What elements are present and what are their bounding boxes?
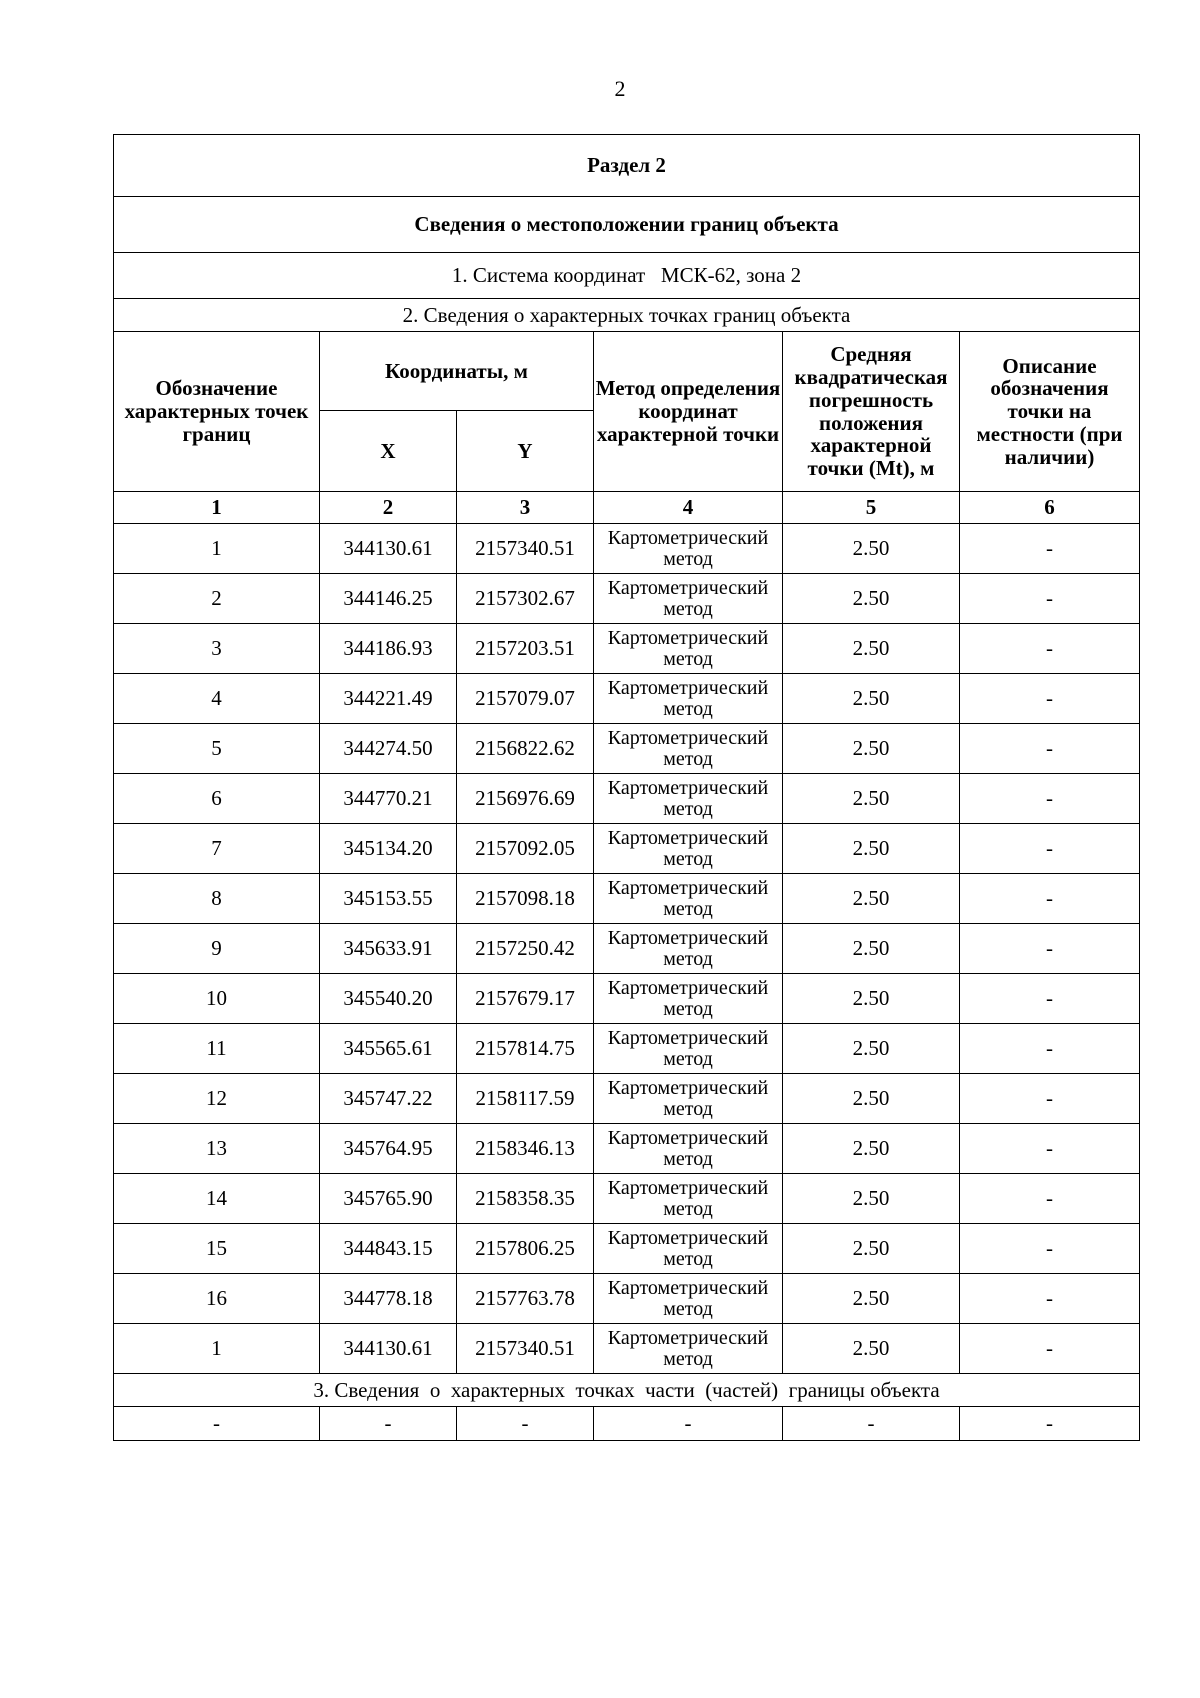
part-point-cell: - xyxy=(783,1407,960,1441)
point-id-cell: 1 xyxy=(114,524,320,574)
method-cell: Картометрический метод xyxy=(594,1124,783,1174)
coord-x-cell: 344274.50 xyxy=(320,724,457,774)
part-caption-row xyxy=(114,1374,1140,1407)
method-cell: Картометрический метод xyxy=(594,1324,783,1374)
coord-y-cell: 2157203.51 xyxy=(457,624,594,674)
boundary-points-table xyxy=(113,134,1140,1441)
accuracy-cell: 2.50 xyxy=(783,1024,960,1074)
coord-x-cell: 344130.61 xyxy=(320,524,457,574)
table-row xyxy=(114,624,1140,674)
description-cell: - xyxy=(960,1074,1140,1124)
point-id-cell: 5 xyxy=(114,724,320,774)
coord-x-cell: 344130.61 xyxy=(320,1324,457,1374)
point-id-cell: 4 xyxy=(114,674,320,724)
accuracy-cell: 2.50 xyxy=(783,924,960,974)
point-id-cell: 9 xyxy=(114,924,320,974)
description-cell: - xyxy=(960,624,1140,674)
accuracy-cell: 2.50 xyxy=(783,574,960,624)
method-cell: Картометрический метод xyxy=(594,1274,783,1324)
coord-y-cell: 2158346.13 xyxy=(457,1124,594,1174)
points-caption: 2. Сведения о характерных точках границ объекта xyxy=(114,299,1140,332)
table-row xyxy=(114,874,1140,924)
method-cell: Картометрический метод xyxy=(594,574,783,624)
point-id-cell: 16 xyxy=(114,1274,320,1324)
part-point-cell: - xyxy=(320,1407,457,1441)
description-cell: - xyxy=(960,974,1140,1024)
table-row xyxy=(114,1074,1140,1124)
point-id-cell: 10 xyxy=(114,974,320,1024)
method-cell: Картометрический метод xyxy=(594,874,783,924)
point-id-cell: 1 xyxy=(114,1324,320,1374)
method-cell: Картометрический метод xyxy=(594,824,783,874)
accuracy-cell: 2.50 xyxy=(783,1124,960,1174)
header-coordinates: Координаты, м xyxy=(320,332,594,411)
coord-x-cell: 344221.49 xyxy=(320,674,457,724)
method-cell: Картометрический метод xyxy=(594,774,783,824)
point-id-cell: 12 xyxy=(114,1074,320,1124)
coord-x-cell: 345747.22 xyxy=(320,1074,457,1124)
coord-x-cell: 344843.15 xyxy=(320,1224,457,1274)
table-row xyxy=(114,824,1140,874)
description-cell: - xyxy=(960,1024,1140,1074)
accuracy-cell: 2.50 xyxy=(783,1224,960,1274)
header-method: Метод определения координат характерной точки xyxy=(594,332,783,492)
coord-y-cell: 2157806.25 xyxy=(457,1224,594,1274)
coord-x-cell: 345633.91 xyxy=(320,924,457,974)
point-id-cell: 7 xyxy=(114,824,320,874)
section-subtitle: Сведения о местоположении границ объекта xyxy=(114,197,1140,253)
coord-x-cell: 345565.61 xyxy=(320,1024,457,1074)
method-cell: Картометрический метод xyxy=(594,974,783,1024)
table-row xyxy=(114,1124,1140,1174)
description-cell: - xyxy=(960,1124,1140,1174)
point-id-cell: 11 xyxy=(114,1024,320,1074)
column-number: 4 xyxy=(594,492,783,524)
accuracy-cell: 2.50 xyxy=(783,974,960,1024)
method-cell: Картометрический метод xyxy=(594,1224,783,1274)
part-point-cell: - xyxy=(594,1407,783,1441)
table-row xyxy=(114,974,1140,1024)
coord-y-cell: 2158358.35 xyxy=(457,1174,594,1224)
accuracy-cell: 2.50 xyxy=(783,624,960,674)
point-id-cell: 13 xyxy=(114,1124,320,1174)
coord-y-cell: 2157079.07 xyxy=(457,674,594,724)
point-id-cell: 8 xyxy=(114,874,320,924)
accuracy-cell: 2.50 xyxy=(783,674,960,724)
part-points-row xyxy=(114,1407,1140,1441)
header-accuracy: Средняя квадратическая погрешность положения характерной точки (Mt), м xyxy=(783,332,960,492)
method-cell: Картометрический метод xyxy=(594,1074,783,1124)
accuracy-cell: 2.50 xyxy=(783,1074,960,1124)
accuracy-cell: 2.50 xyxy=(783,874,960,924)
accuracy-cell: 2.50 xyxy=(783,1174,960,1224)
header-x: X xyxy=(320,411,457,492)
section-title-row xyxy=(114,135,1140,197)
header-row-top xyxy=(114,332,1140,411)
coord-y-cell: 2157340.51 xyxy=(457,524,594,574)
coord-x-cell: 344778.18 xyxy=(320,1274,457,1324)
section-title: Раздел 2 xyxy=(114,135,1140,197)
point-id-cell: 3 xyxy=(114,624,320,674)
part-caption: 3. Сведения о характерных точках части (частей) границы объекта xyxy=(114,1374,1140,1407)
description-cell: - xyxy=(960,1224,1140,1274)
table-row xyxy=(114,1324,1140,1374)
part-point-cell: - xyxy=(457,1407,594,1441)
accuracy-cell: 2.50 xyxy=(783,1324,960,1374)
coord-y-cell: 2157250.42 xyxy=(457,924,594,974)
description-cell: - xyxy=(960,524,1140,574)
method-cell: Картометрический метод xyxy=(594,674,783,724)
coord-y-cell: 2157092.05 xyxy=(457,824,594,874)
coord-x-cell: 344770.21 xyxy=(320,774,457,824)
description-cell: - xyxy=(960,1324,1140,1374)
header-y: Y xyxy=(457,411,594,492)
description-cell: - xyxy=(960,774,1140,824)
point-id-cell: 14 xyxy=(114,1174,320,1224)
accuracy-cell: 2.50 xyxy=(783,724,960,774)
coordinate-system-row xyxy=(114,253,1140,299)
column-number: 6 xyxy=(960,492,1140,524)
method-cell: Картометрический метод xyxy=(594,1174,783,1224)
table-row xyxy=(114,674,1140,724)
point-id-cell: 6 xyxy=(114,774,320,824)
coord-x-cell: 344186.93 xyxy=(320,624,457,674)
coord-y-cell: 2156822.62 xyxy=(457,724,594,774)
method-cell: Картометрический метод xyxy=(594,624,783,674)
column-number: 5 xyxy=(783,492,960,524)
description-cell: - xyxy=(960,874,1140,924)
coord-x-cell: 345765.90 xyxy=(320,1174,457,1224)
point-id-cell: 2 xyxy=(114,574,320,624)
description-cell: - xyxy=(960,574,1140,624)
table-row xyxy=(114,574,1140,624)
coordinate-system: 1. Система координат МСК-62, зона 2 xyxy=(114,253,1140,299)
coord-y-cell: 2157302.67 xyxy=(457,574,594,624)
coord-y-cell: 2157763.78 xyxy=(457,1274,594,1324)
description-cell: - xyxy=(960,824,1140,874)
description-cell: - xyxy=(960,674,1140,724)
table-row xyxy=(114,774,1140,824)
table-row xyxy=(114,924,1140,974)
coord-y-cell: 2157340.51 xyxy=(457,1324,594,1374)
accuracy-cell: 2.50 xyxy=(783,1274,960,1324)
method-cell: Картометрический метод xyxy=(594,724,783,774)
description-cell: - xyxy=(960,1174,1140,1224)
page-number: 2 xyxy=(614,76,626,101)
coord-x-cell: 345153.55 xyxy=(320,874,457,924)
description-cell: - xyxy=(960,1274,1140,1324)
table-row xyxy=(114,724,1140,774)
header-description: Описание обозначения точки на местности (при наличии) xyxy=(960,332,1140,492)
description-cell: - xyxy=(960,724,1140,774)
method-cell: Картометрический метод xyxy=(594,1024,783,1074)
table-row xyxy=(114,1174,1140,1224)
column-number: 1 xyxy=(114,492,320,524)
table-row xyxy=(114,1274,1140,1324)
accuracy-cell: 2.50 xyxy=(783,824,960,874)
header-designation: Обозначение характерных точек границ xyxy=(114,332,320,492)
method-cell: Картометрический метод xyxy=(594,924,783,974)
table-row xyxy=(114,1024,1140,1074)
coord-y-cell: 2158117.59 xyxy=(457,1074,594,1124)
column-number: 2 xyxy=(320,492,457,524)
coord-y-cell: 2157679.17 xyxy=(457,974,594,1024)
points-caption-row xyxy=(114,299,1140,332)
description-cell: - xyxy=(960,924,1140,974)
coord-x-cell: 345134.20 xyxy=(320,824,457,874)
part-point-cell: - xyxy=(114,1407,320,1441)
method-cell: Картометрический метод xyxy=(594,524,783,574)
coord-y-cell: 2156976.69 xyxy=(457,774,594,824)
accuracy-cell: 2.50 xyxy=(783,524,960,574)
table-row xyxy=(114,1224,1140,1274)
table-row xyxy=(114,524,1140,574)
coord-y-cell: 2157098.18 xyxy=(457,874,594,924)
coord-y-cell: 2157814.75 xyxy=(457,1024,594,1074)
coord-x-cell: 344146.25 xyxy=(320,574,457,624)
accuracy-cell: 2.50 xyxy=(783,774,960,824)
column-numbers-row xyxy=(114,492,1140,524)
column-number: 3 xyxy=(457,492,594,524)
section-subtitle-row xyxy=(114,197,1140,253)
part-point-cell: - xyxy=(960,1407,1140,1441)
coord-x-cell: 345764.95 xyxy=(320,1124,457,1174)
coord-x-cell: 345540.20 xyxy=(320,974,457,1024)
point-id-cell: 15 xyxy=(114,1224,320,1274)
